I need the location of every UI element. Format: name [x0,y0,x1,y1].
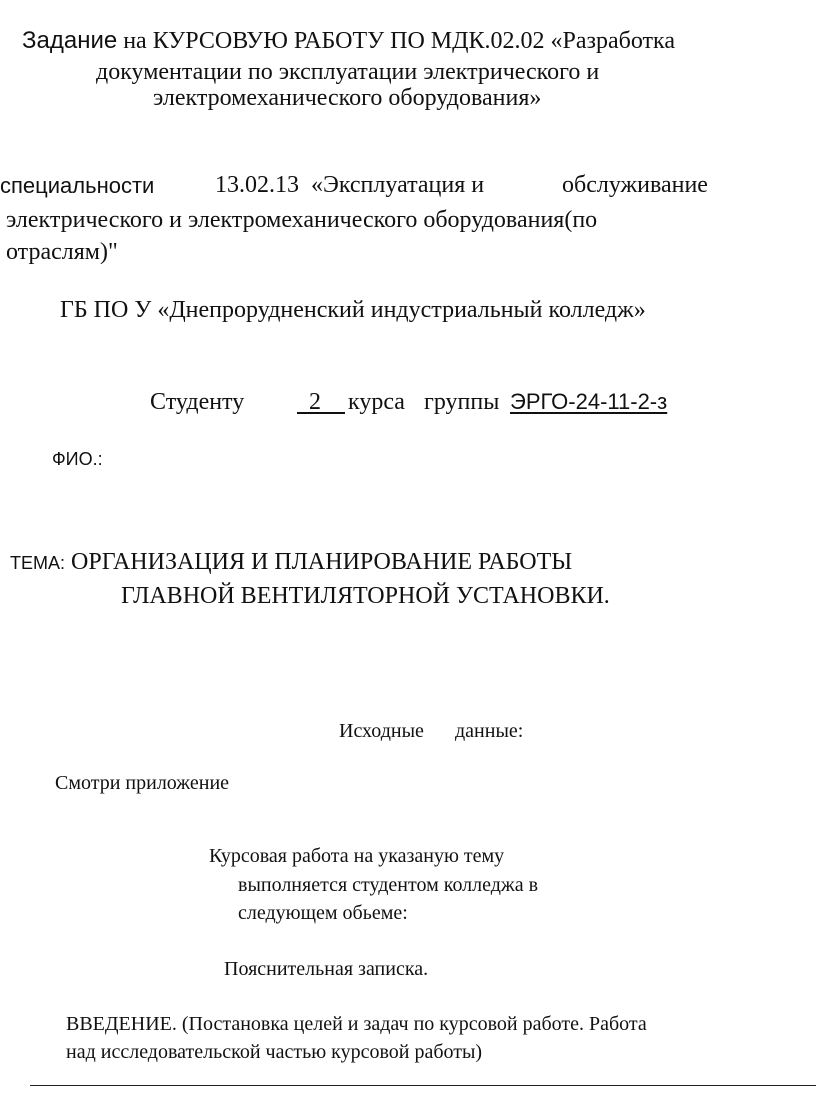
specialty-code: 13.02.13 [215,172,299,198]
intro-line1: ВВЕДЕНИЕ. (Постановка целей и задач по курсовой работе. Работа [66,1013,647,1035]
institution-name: ГБ ПО У «Днепрорудненский индустриальный колледж» [60,297,646,323]
assignment-label: Задание [22,27,118,54]
group-label: группы [424,389,500,415]
scope-line1: Курсовая работа на указаную тему [209,845,505,867]
scope-line2: выполняется студентом колледжа в [238,874,539,896]
see-appendix: Смотри приложение [55,772,230,794]
specialty-name-part2: обслуживание [562,172,708,198]
initial-data-word2: данные: [455,720,524,742]
specialty-line3: отраслям)" [6,239,118,265]
topic-line1-row [10,549,572,576]
topic-line2: ГЛАВНОЙ ВЕНТИЛЯТОРНОЙ УСТАНОВКИ. [121,583,610,609]
assignment-title-line2: документации по эксплуатации электрического и [96,59,600,85]
specialty-label: специальности [0,173,155,198]
assignment-title-line1: на КУРСОВУЮ РАБОТУ ПО МДК.02.02 «Разработка [123,28,675,54]
topic-label: ТЕМА: [10,553,66,573]
intro-line2: над исследовательской частью курсовой работы) [66,1041,483,1063]
topic-line1: ОРГАНИЗАЦИЯ И ПЛАНИРОВАНИЕ РАБОТЫ [71,549,573,575]
student-label: Студенту [150,389,245,415]
assignment-title-line3: электромеханического оборудования» [153,85,542,111]
initial-data-word1: Исходные [339,720,424,742]
bottom-divider [30,1085,816,1086]
specialty-line2: электрического и электромеханического оборудования(по [6,207,598,233]
scope-line3: следующем обьеме: [238,902,408,924]
specialty-name-part1: «Эксплуатация и [311,172,485,198]
explanatory-note: Пояснительная записка. [224,958,429,980]
assignment-title [22,27,675,55]
fio-label: ФИО.: [52,449,103,469]
course-label: курса [348,389,405,415]
group-code: ЭРГО-24-11-2-з [510,389,668,414]
course-number [297,389,345,416]
course-value: 2 [309,389,321,415]
